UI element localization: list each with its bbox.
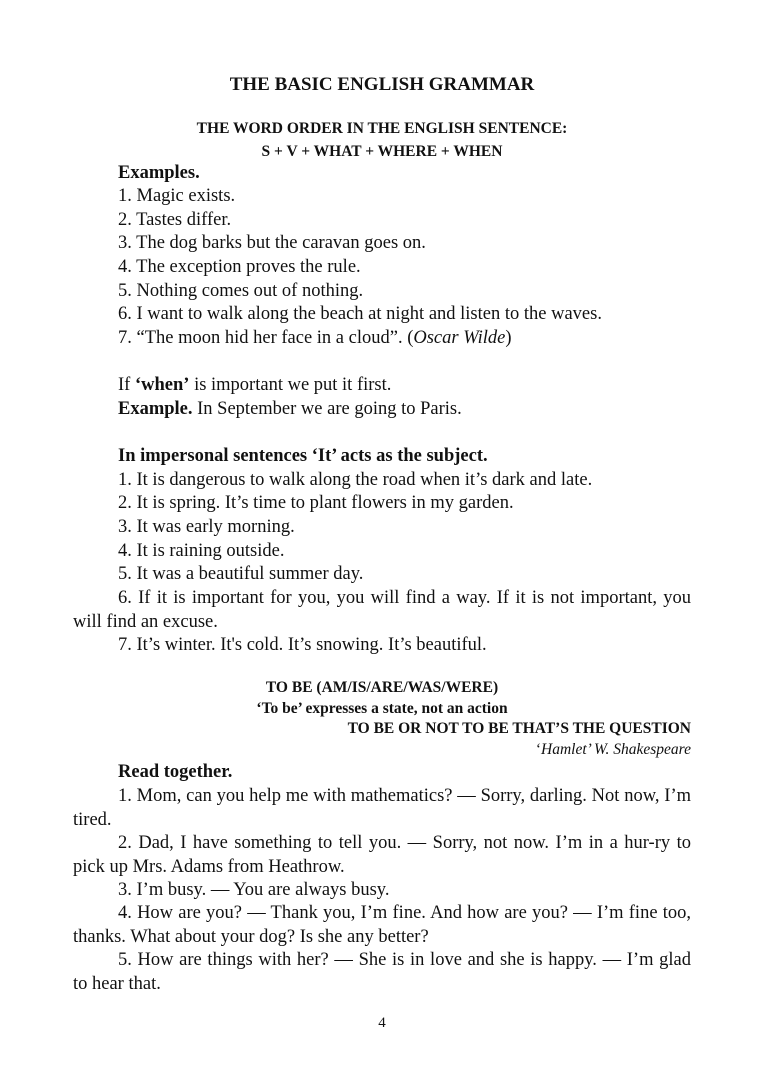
list-item: 7. It’s winter. It's cold. It’s snowing. It’s beautiful. (118, 635, 487, 655)
word-order-formula: S + V + WHAT + WHERE + WHEN (261, 143, 503, 160)
when-rule: If ‘when’ is important we put it first. (118, 375, 392, 395)
dialogue-item: 5. How are things with her? — She is in love and she is happy. — I’m glad to hear that. (73, 950, 691, 994)
list-item: 6. I want to walk along the beach at night and listen to the waves. (118, 304, 602, 324)
list-item: 3. It was early morning. (118, 517, 295, 537)
shakespeare-quote: TO BE OR NOT TO BE THAT’S THE QUESTION (347, 720, 691, 737)
list-item: 5. Nothing comes out of nothing. (118, 281, 364, 301)
list-item: 6. If it is important for you, you will find a way. If it is not important, you will find an excuse. (73, 588, 691, 632)
examples-label: Examples. (118, 163, 200, 183)
list-item: 5. It was a beautiful summer day. (118, 564, 364, 584)
list-item: 7. “The moon hid her face in a cloud”. (Oscar Wilde) (118, 328, 512, 348)
dialogue-item: 3. I’m busy. — You are always busy. (118, 880, 390, 900)
list-item: 2. Tastes differ. (118, 210, 232, 230)
when-example: Example. In September we are going to Paris. (118, 399, 462, 419)
list-item: 4. It is raining outside. (118, 541, 285, 561)
dialogue-item: 2. Dad, I have something to tell you. — Sorry, not now. I’m in a hur-ry to pick up Mrs. Adams from Heathrow. (73, 833, 691, 877)
dialogue-item: 1. Mom, can you help me with mathematics? — Sorry, darling. Not now, I’m tired. (73, 786, 691, 830)
word-order-heading: THE WORD ORDER IN THE ENGLISH SENTENCE: (196, 120, 568, 137)
list-item: 3. The dog barks but the caravan goes on. (118, 233, 426, 253)
page-number: 4 (378, 1015, 386, 1031)
page-title: THE BASIC ENGLISH GRAMMAR (229, 74, 535, 95)
list-item: 1. Magic exists. (118, 186, 236, 206)
to-be-heading: TO BE (AM/IS/ARE/WAS/WERE) (265, 679, 499, 696)
impersonal-heading: In impersonal sentences ‘It’ acts as the subject. (118, 446, 488, 466)
read-together-label: Read together. (118, 762, 233, 782)
list-item: 4. The exception proves the rule. (118, 257, 361, 277)
to-be-subheading: ‘To be’ expresses a state, not an action (256, 700, 508, 717)
quote-attribution: ‘Hamlet’ W. Shakespeare (535, 741, 691, 758)
dialogue-item: 4. How are you? — Thank you, I’m fine. And how are you? — I’m fine too, thanks. What about your dog? Is she any better? (73, 903, 691, 947)
list-item: 2. It is spring. It’s time to plant flowers in my garden. (118, 493, 514, 513)
list-item: 1. It is dangerous to walk along the road when it’s dark and late. (118, 470, 593, 490)
